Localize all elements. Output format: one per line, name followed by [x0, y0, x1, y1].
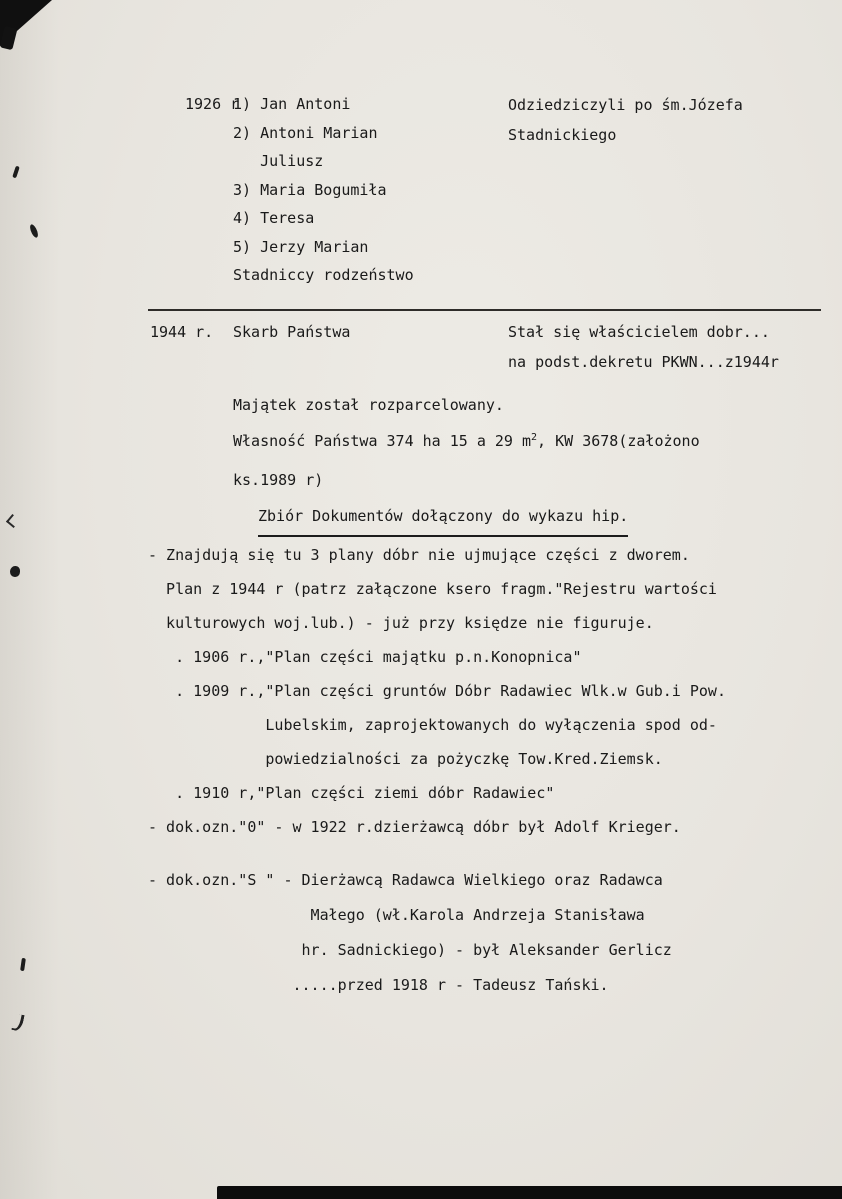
ink-smudge	[28, 223, 40, 238]
note-line: - dok.ozn."S " - Dierżawcą Radawca Wielkiego oraz Radawca	[148, 871, 663, 889]
note-line: . 1910 r,"Plan części ziemi dóbr Radawiec"	[148, 784, 555, 802]
note-line: . 1909 r.,"Plan części gruntów Dóbr Radawiec Wlk.w Gub.i Pow.	[148, 682, 726, 700]
heir-line: 4) Teresa	[233, 209, 315, 227]
heir-line: 5) Jerzy Marian	[233, 237, 369, 256]
estate-paragraph	[233, 387, 700, 537]
ink-smudge	[12, 166, 20, 179]
entry-1926-heir-list	[233, 90, 414, 290]
note-line: - dok.ozn."0" - w 1922 r.dzierżawcą dóbr był Adolf Krieger.	[148, 818, 681, 836]
heir-line: 1) Jan Antoni	[233, 95, 351, 113]
ink-smudge	[6, 514, 20, 528]
note-line: . 1906 r.,"Plan części majątku p.n.Konopnica"	[148, 648, 582, 666]
entry-1926-year: 1926 r	[185, 95, 240, 113]
scan-edge-bar	[217, 1186, 842, 1199]
superscript-2: 2	[531, 432, 538, 443]
estate-line: ks.1989 r)	[233, 471, 324, 489]
estate-line: Majątek został rozparcelowany.	[233, 396, 504, 414]
entry-1944-note	[508, 318, 779, 377]
archive-notes-block	[148, 538, 726, 844]
heir-line: Juliusz	[233, 152, 324, 170]
ink-smudge	[11, 1013, 24, 1032]
estate-area-line	[233, 423, 700, 462]
entry-1944-owner: Skarb Państwa	[233, 323, 351, 341]
lease-notes-block	[148, 863, 672, 1003]
documents-heading-underlined: Zbiór Dokumentów dołączony do wykazu hip.	[258, 498, 628, 537]
estate-area-pre: Własność Państwa 374 ha 15 a 29 m	[233, 432, 532, 450]
note-line: - Znajdują się tu 3 plany dóbr nie ujmujące części z dworem.	[148, 546, 690, 564]
note-line: kulturowych woj.lub.) - już przy księdze nie figuruje.	[148, 614, 654, 632]
documents-heading-row	[258, 498, 700, 537]
entry-1926-note	[508, 90, 743, 150]
note-line: Plan z 1944 r (patrz załączone ksero fragm."Rejestru wartości	[148, 580, 717, 598]
entry-1944-year: 1944 r.	[150, 323, 214, 341]
note-line: Lubelskim, zaprojektowanych do wyłączenia spod od-	[148, 716, 717, 734]
ink-smudge	[10, 566, 20, 577]
heir-line: 3) Maria Bogumiła	[233, 180, 387, 199]
note-line: powiedzialności za pożyczkę Tow.Kred.Ziemsk.	[148, 750, 663, 768]
note-line: Małego (wł.Karola Andrzeja Stanisława	[148, 906, 645, 924]
note-line: na podst.dekretu PKWN...z1944r	[508, 352, 779, 371]
note-line: Odziedziczyli po śm.Józefa	[508, 96, 743, 114]
note-line: .....przed 1918 r - Tadeusz Tański.	[148, 976, 609, 994]
ink-smudge	[20, 958, 26, 971]
note-line: hr. Sadnickiego) - był Aleksander Gerlicz	[148, 941, 672, 959]
heir-line: Stadniccy rodzeństwo	[233, 266, 414, 284]
estate-area-post: , KW 3678(założono	[537, 432, 700, 450]
section-divider-rule	[148, 309, 821, 311]
note-line: Stadnickiego	[508, 126, 617, 144]
heir-line: 2) Antoni Marian	[233, 123, 378, 142]
note-line: Stał się właścicielem dobr...	[508, 323, 770, 341]
